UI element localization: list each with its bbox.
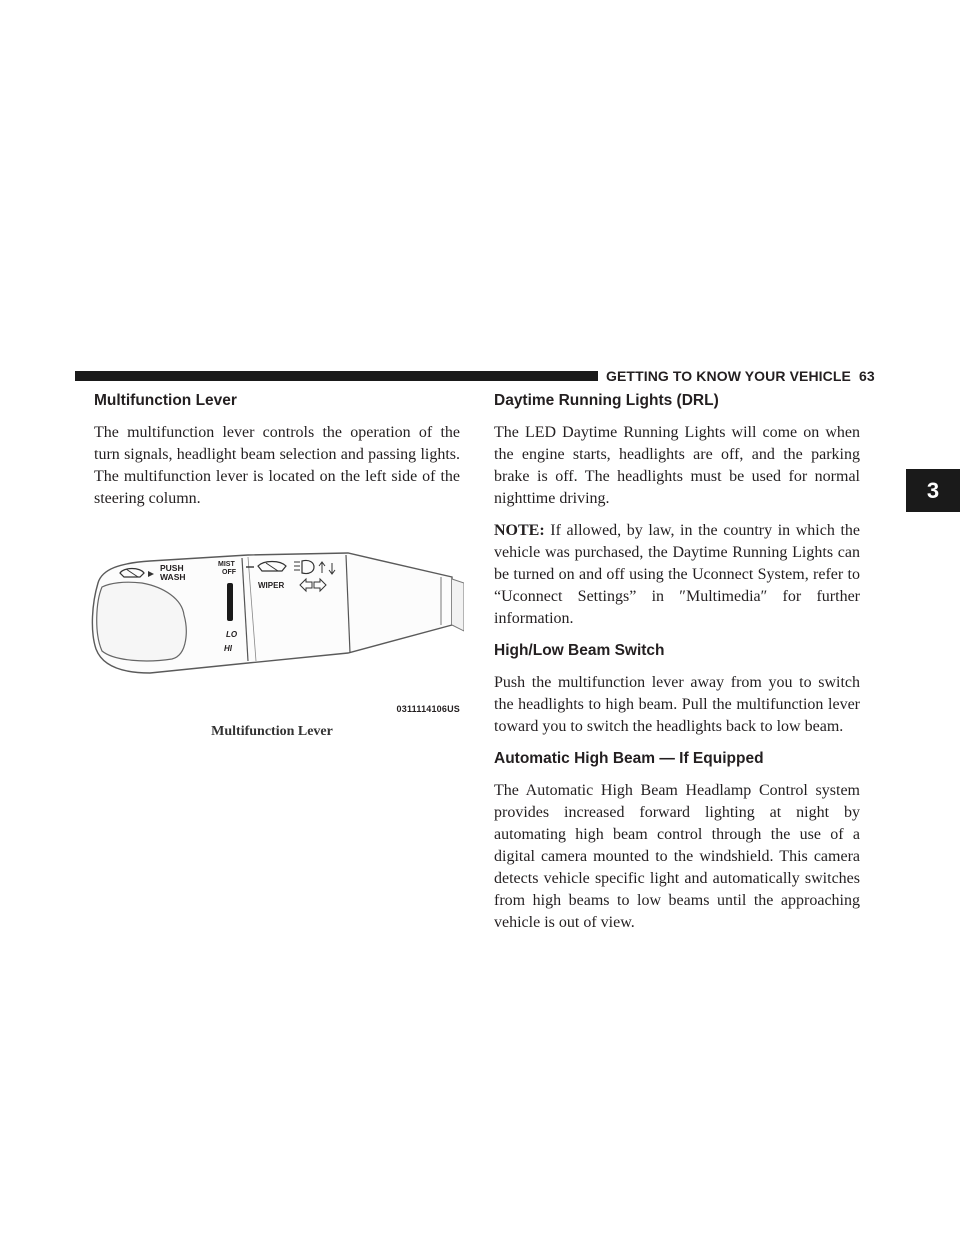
drl-note xyxy=(494,520,860,630)
section-heading-multifunction-lever: Multifunction Lever xyxy=(94,392,237,409)
running-header-title: GETTING TO KNOW YOUR VEHICLE xyxy=(606,368,851,384)
wiper-label: WIPER xyxy=(258,581,285,590)
wash-label: WASH xyxy=(160,572,186,582)
drl-paragraph: The LED Daytime Running Lights will come on when the engine starts, headlights are off, and the parking brake is off. The headlights must be used for normal nighttime driving. xyxy=(494,424,860,507)
multifunction-lever-figure xyxy=(80,525,464,747)
note-label: NOTE: xyxy=(494,522,545,539)
right-column xyxy=(494,390,860,934)
figure-code: 0311114106US xyxy=(396,704,460,714)
off-label: OFF xyxy=(222,569,236,576)
figure-caption: Multifunction Lever xyxy=(211,724,333,739)
header-rule xyxy=(75,371,598,381)
note-text: If allowed, by law, in the country in which the vehicle was purchased, the Daytime Running Lights can be turned on and off using the Uconnect System, refer to “Uconnect Settings” in ″Multimedia″ for further information. xyxy=(494,522,860,627)
page-number: 63 xyxy=(858,368,875,384)
left-column xyxy=(94,390,460,510)
push-label: PUSH xyxy=(160,563,184,573)
chapter-tab: 3 xyxy=(906,469,960,512)
running-header xyxy=(606,366,896,386)
high-low-beam-paragraph: Push the multifunction lever away from you to switch the headlights to high beam. Pull the multifunction lever toward you to switch the headlights back to low beam. xyxy=(494,674,860,735)
multifunction-lever-illustration xyxy=(80,525,464,700)
hi-label: HI xyxy=(224,644,232,653)
section-heading-high-low-beam: High/Low Beam Switch xyxy=(494,642,665,659)
multifunction-lever-paragraph: The multifunction lever controls the operation of the turn signals, headlight beam selection and passing lights. The multifunction lever is located on the left side of the steering column. xyxy=(94,424,460,507)
lo-label: LO xyxy=(226,630,238,639)
section-heading-automatic-high-beam: Automatic High Beam — If Equipped xyxy=(494,750,764,767)
automatic-high-beam-paragraph: The Automatic High Beam Headlamp Control system provides increased forward lighting at night by automating high beam control through the use of a digital camera mounted to the windshield. This camera detects vehicle specific light and automatically switches from high beams to low beams until the approaching vehicle is out of view. xyxy=(494,782,860,931)
mist-label: MIST xyxy=(218,561,235,568)
section-heading-drl: Daytime Running Lights (DRL) xyxy=(494,392,719,409)
